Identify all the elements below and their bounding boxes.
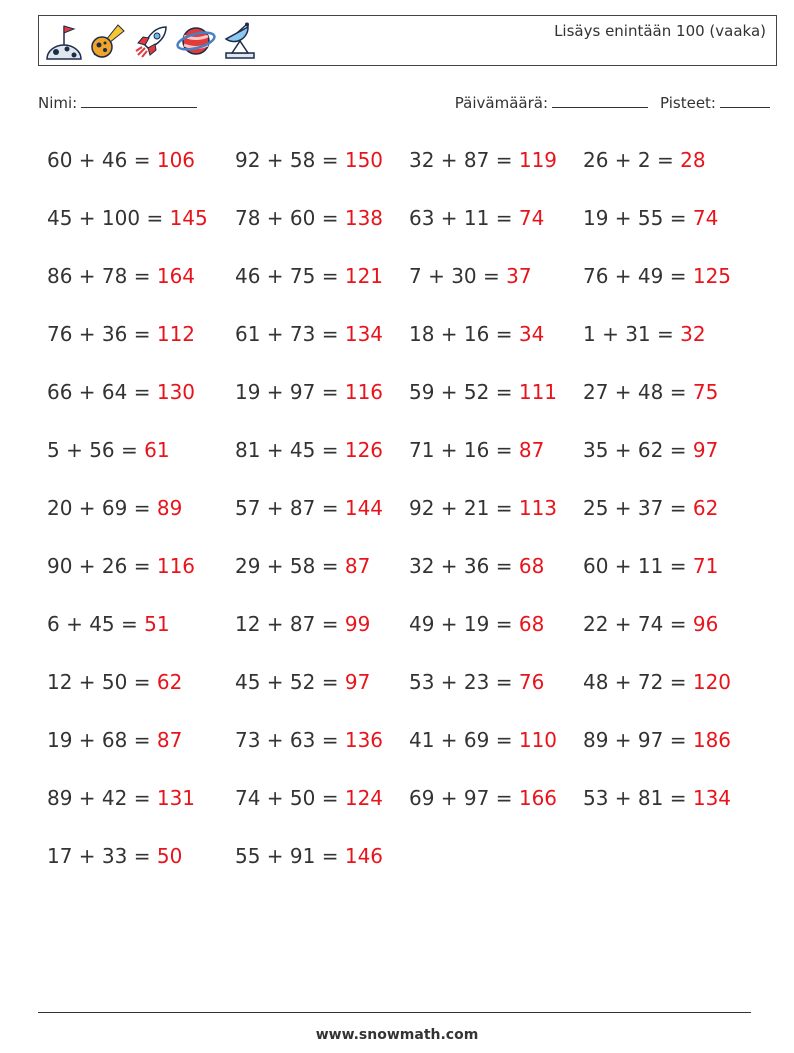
problem-question: 20 + 69 = (47, 496, 157, 520)
problem-item (583, 198, 757, 256)
problem-answer: 112 (156, 322, 196, 346)
icon-strip (44, 21, 260, 61)
problem-answer: 71 (692, 554, 719, 578)
problem-item (409, 140, 583, 198)
problem-answer: 99 (344, 612, 371, 636)
problem-answer: 68 (518, 554, 545, 578)
problem-question: 22 + 74 = (583, 612, 693, 636)
problem-question: 92 + 21 = (409, 496, 519, 520)
problem-answer: 138 (344, 206, 384, 230)
problem-item (409, 198, 583, 256)
problem-answer: 50 (156, 844, 183, 868)
problem-item (409, 604, 583, 662)
problem-answer: 87 (156, 728, 183, 752)
problem-answer: 136 (344, 728, 384, 752)
problem-item (583, 256, 757, 314)
problem-question: 53 + 81 = (583, 786, 693, 810)
problem-answer: 113 (518, 496, 558, 520)
problem-item (47, 836, 235, 894)
problem-item (47, 488, 235, 546)
problem-answer: 116 (156, 554, 196, 578)
problem-question: 12 + 87 = (235, 612, 345, 636)
worksheet-title: Lisäys enintään 100 (vaaka) (554, 22, 766, 40)
problem-item (409, 314, 583, 372)
problem-item (583, 778, 757, 836)
problem-answer: 110 (518, 728, 558, 752)
problem-question: 48 + 72 = (583, 670, 693, 694)
problem-answer: 75 (692, 380, 719, 404)
name-blank[interactable] (81, 93, 197, 108)
problem-answer: 62 (692, 496, 719, 520)
problem-answer: 34 (518, 322, 545, 346)
worksheet-header (38, 15, 777, 66)
date-blank[interactable] (552, 93, 648, 108)
problem-question: 5 + 56 = (47, 438, 145, 462)
problem-answer: 32 (680, 322, 706, 346)
problem-item (583, 372, 757, 430)
problem-question: 89 + 42 = (47, 786, 157, 810)
problem-item (235, 836, 409, 894)
problem-grid (47, 140, 757, 894)
problem-item (47, 372, 235, 430)
problem-question: 26 + 2 = (583, 148, 681, 172)
problem-question: 46 + 75 = (235, 264, 345, 288)
problem-question: 60 + 11 = (583, 554, 693, 578)
problem-question: 76 + 49 = (583, 264, 693, 288)
problem-item (409, 372, 583, 430)
problem-item (409, 546, 583, 604)
problem-item (47, 198, 235, 256)
problem-answer: 97 (344, 670, 371, 694)
problem-question: 49 + 19 = (409, 612, 519, 636)
problem-question: 45 + 52 = (235, 670, 345, 694)
problem-answer: 68 (518, 612, 545, 636)
problem-question: 90 + 26 = (47, 554, 157, 578)
problem-answer: 61 (144, 438, 170, 462)
problem-answer: 134 (344, 322, 384, 346)
problem-answer: 150 (344, 148, 384, 172)
problem-item (235, 778, 409, 836)
problem-answer: 119 (518, 148, 558, 172)
problem-item (583, 662, 757, 720)
problem-question: 45 + 100 = (47, 206, 170, 230)
problem-question: 73 + 63 = (235, 728, 345, 752)
problem-item (583, 140, 757, 198)
name-field (38, 93, 197, 112)
problem-item (235, 372, 409, 430)
problem-question: 1 + 31 = (583, 322, 681, 346)
footer-site: www.snowmath.com (315, 1027, 479, 1043)
problem-item (409, 256, 583, 314)
problem-question: 63 + 11 = (409, 206, 519, 230)
problem-answer: 106 (156, 148, 196, 172)
problem-answer: 124 (344, 786, 384, 810)
problem-item (583, 604, 757, 662)
problem-item (235, 198, 409, 256)
problem-item (235, 430, 409, 488)
satellite-dish-icon (220, 21, 260, 61)
problem-answer: 96 (692, 612, 719, 636)
problem-item (47, 546, 235, 604)
score-label: Pisteet: (660, 94, 716, 112)
problem-question: 69 + 97 = (409, 786, 519, 810)
problem-answer: 125 (692, 264, 732, 288)
problem-question: 19 + 68 = (47, 728, 157, 752)
problem-question: 66 + 64 = (47, 380, 157, 404)
problem-answer: 111 (518, 380, 558, 404)
problem-item (235, 488, 409, 546)
problem-item (47, 720, 235, 778)
problem-answer: 51 (144, 612, 170, 636)
problem-question: 78 + 60 = (235, 206, 345, 230)
planet-icon (176, 21, 216, 61)
problem-answer: 144 (344, 496, 384, 520)
problem-answer: 134 (692, 786, 732, 810)
problem-item (409, 720, 583, 778)
problem-answer: 37 (506, 264, 532, 288)
problem-answer: 126 (344, 438, 384, 462)
problem-answer: 76 (518, 670, 545, 694)
problem-item (409, 430, 583, 488)
problem-item (47, 256, 235, 314)
problem-item (409, 778, 583, 836)
problem-answer: 164 (156, 264, 196, 288)
problem-item (235, 256, 409, 314)
date-score-fields (455, 93, 770, 112)
problem-question: 61 + 73 = (235, 322, 345, 346)
problem-question: 27 + 48 = (583, 380, 693, 404)
problem-question: 12 + 50 = (47, 670, 157, 694)
problem-question: 19 + 97 = (235, 380, 345, 404)
problem-answer: 74 (692, 206, 719, 230)
problem-question: 6 + 45 = (47, 612, 145, 636)
problem-item (47, 140, 235, 198)
moon-flag-icon (44, 21, 84, 61)
problem-answer: 87 (344, 554, 371, 578)
problem-item (235, 662, 409, 720)
problem-answer: 121 (344, 264, 384, 288)
problem-item (235, 604, 409, 662)
problem-question: 60 + 46 = (47, 148, 157, 172)
problem-item (235, 314, 409, 372)
problem-answer: 89 (156, 496, 183, 520)
problem-item (235, 720, 409, 778)
problem-item (235, 140, 409, 198)
problem-item (47, 778, 235, 836)
problem-question: 19 + 55 = (583, 206, 693, 230)
problem-answer: 74 (518, 206, 545, 230)
problem-item (409, 488, 583, 546)
problem-question: 59 + 52 = (409, 380, 519, 404)
problem-answer: 116 (344, 380, 384, 404)
problem-item (47, 604, 235, 662)
name-label: Nimi: (38, 94, 78, 112)
problem-item (409, 662, 583, 720)
problem-answer: 145 (169, 206, 208, 230)
problem-question: 29 + 58 = (235, 554, 345, 578)
problem-question: 7 + 30 = (409, 264, 507, 288)
problem-answer: 186 (692, 728, 732, 752)
problem-answer: 28 (680, 148, 706, 172)
problem-answer: 120 (692, 670, 732, 694)
problem-answer: 146 (344, 844, 384, 868)
problem-item (583, 488, 757, 546)
problem-answer: 87 (518, 438, 545, 462)
problem-question: 32 + 36 = (409, 554, 519, 578)
problem-question: 86 + 78 = (47, 264, 157, 288)
problem-answer: 166 (518, 786, 558, 810)
problem-item (47, 314, 235, 372)
problem-question: 76 + 36 = (47, 322, 157, 346)
problem-question: 71 + 16 = (409, 438, 519, 462)
problem-question: 81 + 45 = (235, 438, 345, 462)
problem-answer: 97 (692, 438, 719, 462)
problem-question: 74 + 50 = (235, 786, 345, 810)
problem-question: 89 + 97 = (583, 728, 693, 752)
date-label: Päivämäärä: (454, 94, 549, 112)
problem-question: 18 + 16 = (409, 322, 519, 346)
problem-question: 41 + 69 = (409, 728, 519, 752)
score-blank[interactable] (720, 93, 770, 108)
problem-question: 92 + 58 = (235, 148, 345, 172)
problem-item (583, 546, 757, 604)
problem-question: 57 + 87 = (235, 496, 345, 520)
problem-question: 32 + 87 = (409, 148, 519, 172)
problem-item (583, 720, 757, 778)
problem-answer: 62 (156, 670, 183, 694)
problem-question: 17 + 33 = (47, 844, 157, 868)
problem-question: 53 + 23 = (409, 670, 519, 694)
problem-question: 25 + 37 = (583, 496, 693, 520)
problem-item (583, 314, 757, 372)
problem-item (235, 546, 409, 604)
problem-item (583, 430, 757, 488)
rocket-icon (132, 21, 172, 61)
problem-question: 35 + 62 = (583, 438, 693, 462)
problem-question: 55 + 91 = (235, 844, 345, 868)
comet-icon (88, 21, 128, 61)
problem-answer: 130 (156, 380, 196, 404)
problem-item (47, 662, 235, 720)
footer-divider (38, 1012, 751, 1013)
problem-item (47, 430, 235, 488)
problem-answer: 131 (156, 786, 196, 810)
